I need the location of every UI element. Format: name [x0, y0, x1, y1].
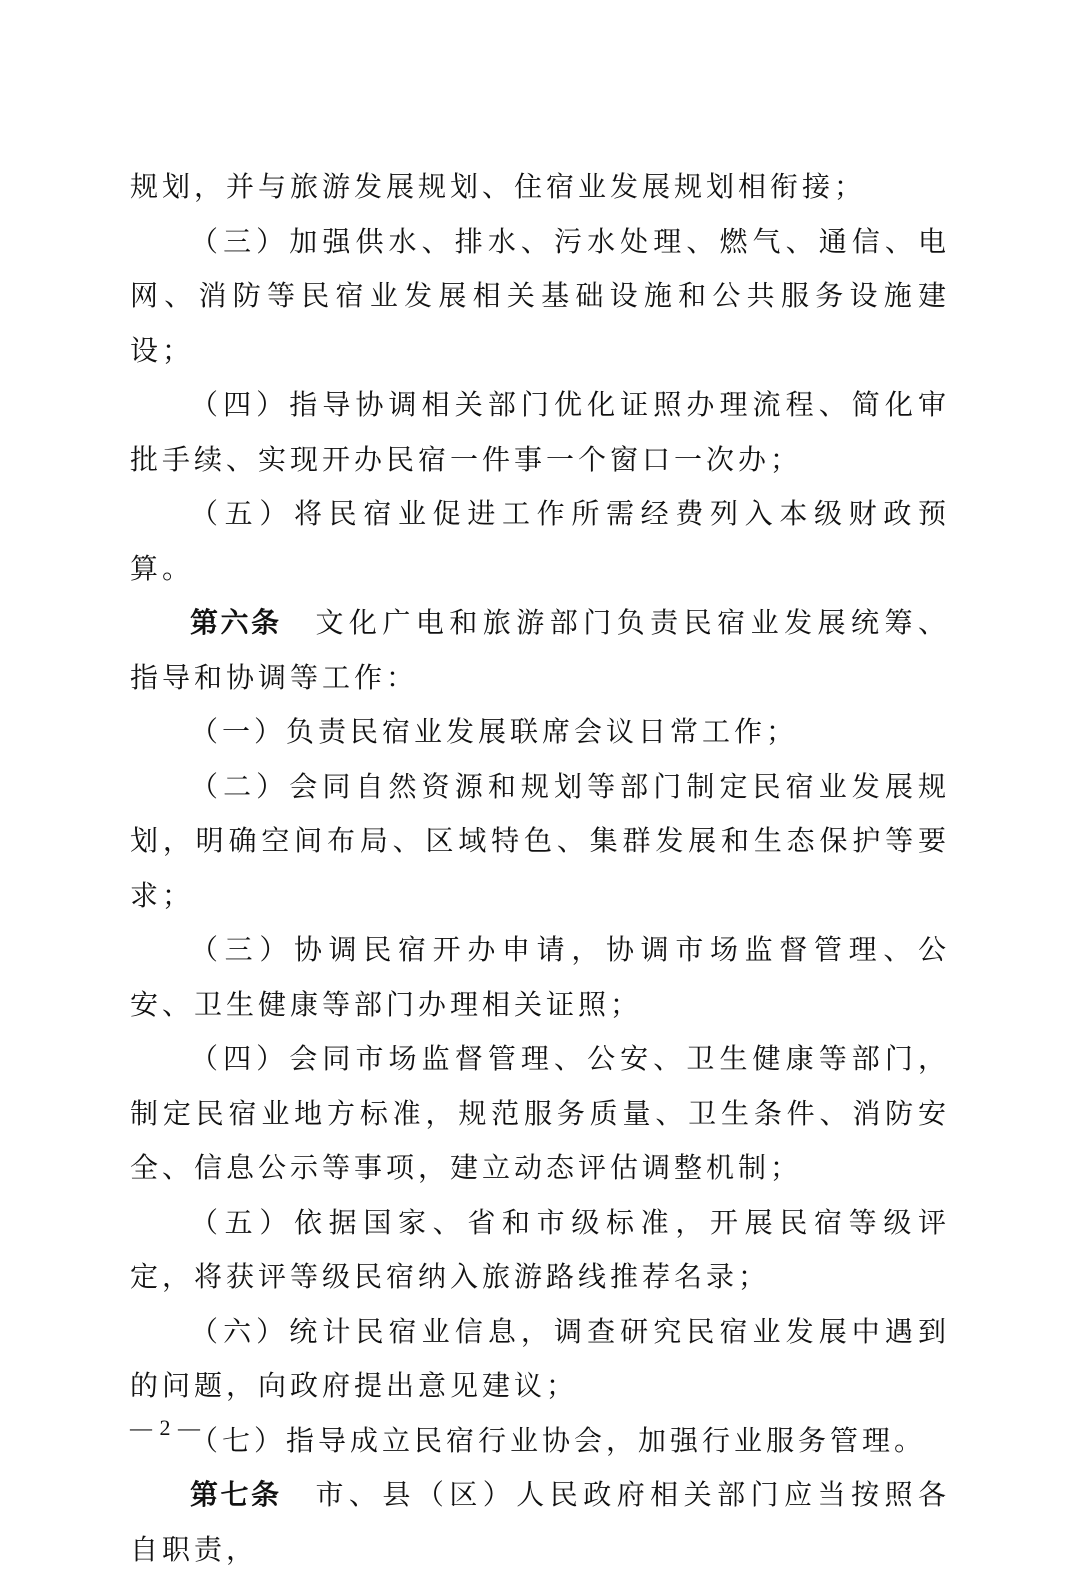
paragraph-text: （五）依据国家、省和市级标准，开展民宿等级评定，将获评等级民宿纳入旅游路线推荐名录；	[130, 1205, 950, 1293]
article-paragraph	[130, 596, 950, 705]
paragraph-text: （四）指导协调相关部门优化证照办理流程、简化审批手续、实现开办民宿一件事一个窗口一次办；	[130, 388, 950, 476]
paragraph-text: （二）会同自然资源和规划等部门制定民宿业发展规划，明确空间布局、区域特色、集群发展和生态保护等要求；	[130, 769, 950, 912]
paragraph	[130, 705, 950, 760]
paragraph-text: （一）负责民宿业发展联席会议日常工作；	[190, 715, 799, 748]
paragraph-text: （四）会同市场监督管理、公安、卫生健康等部门，制定民宿业地方标准，规范服务质量、卫生条件、消防安全、信息公示等事项，建立动态评估调整机制；	[130, 1042, 950, 1184]
article-number: 第六条	[190, 606, 282, 639]
paragraph-text: （七）指导成立民宿行业协会，加强行业服务管理。	[190, 1423, 927, 1457]
paragraph	[130, 1032, 950, 1196]
paragraph	[130, 923, 950, 1032]
paragraph	[130, 1305, 950, 1414]
paragraph-text: 市、县（区）人民政府相关部门应当按照各自职责，	[130, 1478, 950, 1566]
article-paragraph	[130, 1468, 950, 1577]
paragraph-text: 文化广电和旅游部门负责民宿业发展统筹、指导和协调等工作：	[130, 606, 950, 694]
paragraph-text: （五）将民宿业促进工作所需经费列入本级财政预算。	[130, 497, 950, 585]
paragraph	[130, 487, 950, 596]
paragraph	[130, 760, 950, 924]
paragraph	[130, 378, 950, 487]
paragraph-text: （三）加强供水、排水、污水处理、燃气、通信、电网、消防等民宿业发展相关基础设施和公共服务设施建设；	[130, 224, 950, 367]
paragraph-text: （六）统计民宿业信息，调查研究民宿业发展中遇到的问题，向政府提出意见建议；	[130, 1314, 950, 1402]
paragraph-text: （三）协调民宿开办申请，协调市场监督管理、公安、卫生健康等部门办理相关证照；	[130, 933, 950, 1021]
paragraph-text: 规划，并与旅游发展规划、住宿业发展规划相衔接；	[130, 170, 867, 203]
paragraph	[130, 215, 950, 379]
paragraph	[130, 160, 950, 215]
paragraph	[130, 1414, 950, 1469]
article-number: 第七条	[190, 1478, 282, 1511]
paragraph	[130, 1196, 950, 1305]
page-number: — 2 —	[130, 1415, 201, 1440]
document-body	[130, 160, 950, 1577]
